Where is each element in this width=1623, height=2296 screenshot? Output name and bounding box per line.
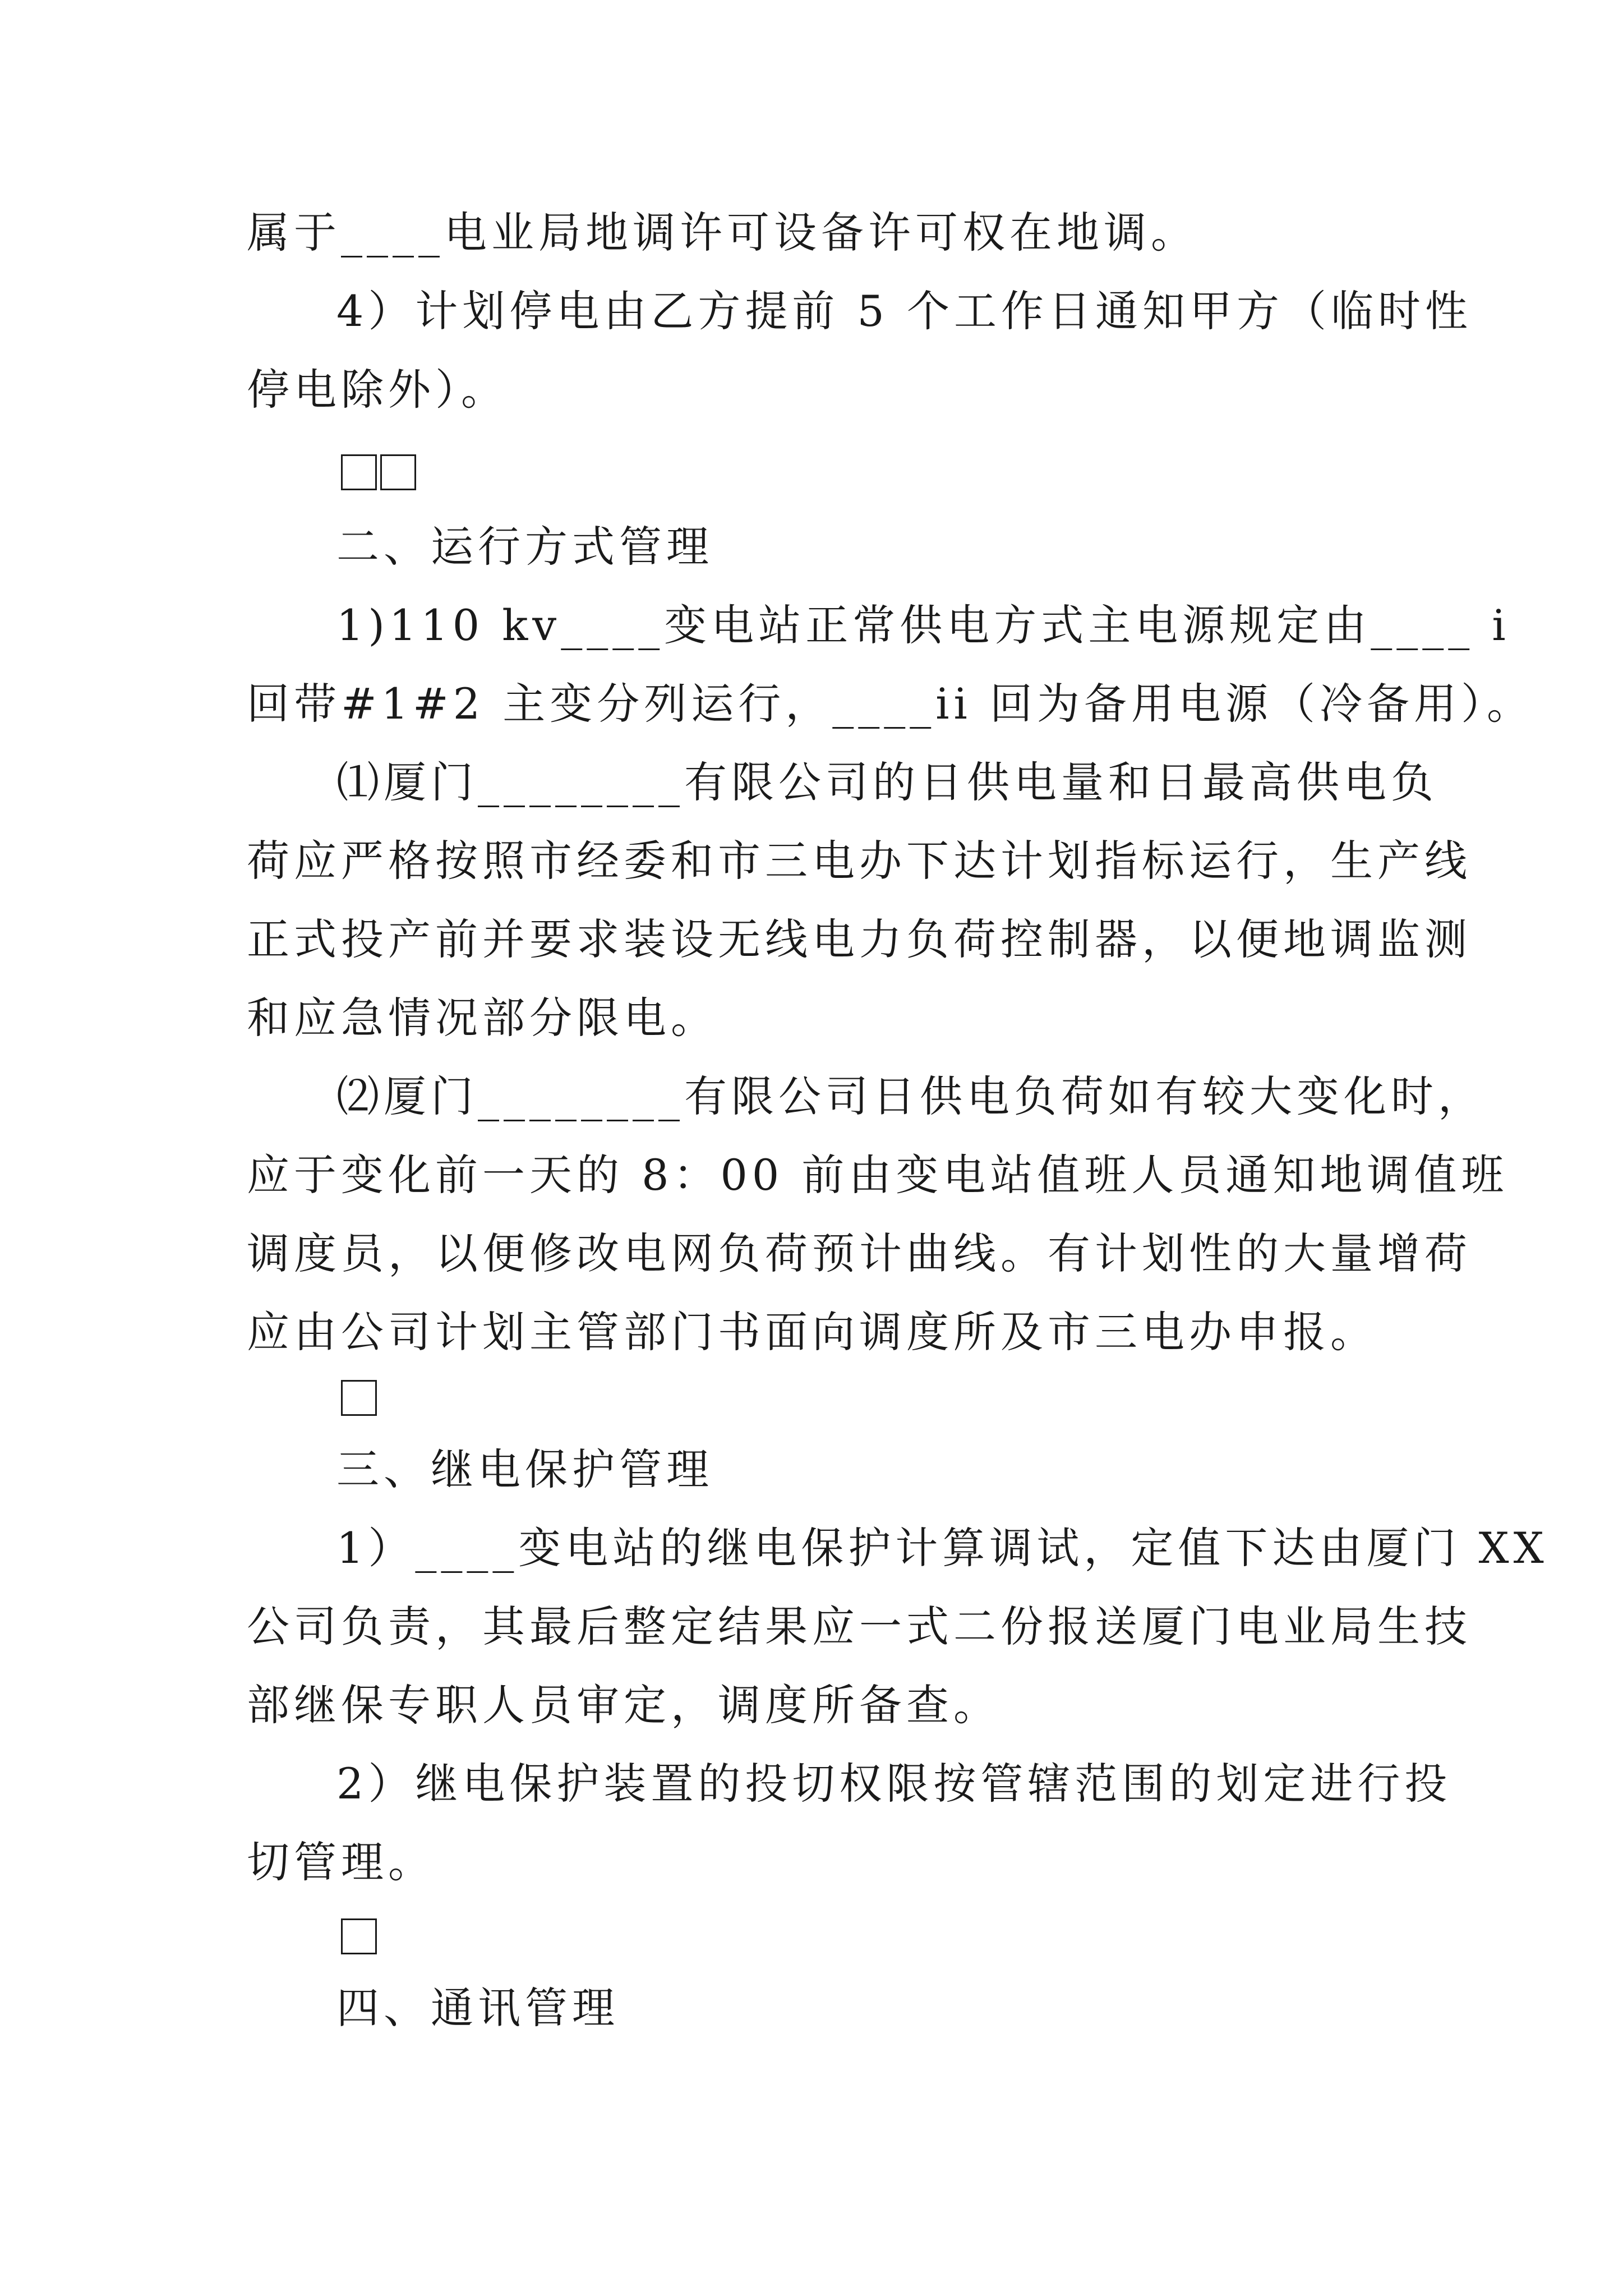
text-line: 1)110 kv____变电站正常供电方式主电源规定由____ i [336, 600, 1510, 650]
text-line: 荷应严格按照市经委和市三电办下达计划指标运行，生产线 [247, 836, 1472, 886]
text-line: 应由公司计划主管部门书面向调度所及市三电办申报。 [247, 1307, 1377, 1357]
checkbox-glyph [380, 454, 416, 490]
text-line: 2）继电保护装置的投切权限按管辖范围的划定进行投 [336, 1759, 1452, 1809]
text-line: 公司负责，其最后整定结果应一式二份报送厦门电业局生技 [247, 1602, 1472, 1651]
text-line: ⑴厦门________有限公司的日供电量和日最高供电负 [336, 757, 1438, 807]
text-line: 回带#1#2 主变分列运行，____ii 回为备用电源（冷备用）。 [247, 679, 1534, 729]
text-line: 应于变化前一天的 8：00 前由变电站值班人员通知地调值班 [247, 1150, 1509, 1200]
text-line: 部继保专职人员审定，调度所备查。 [247, 1680, 1000, 1730]
text-line: 属于____电业局地调许可设备许可权在地调。 [247, 208, 1198, 257]
checkbox-glyph [341, 454, 377, 490]
text-line: 4）计划停电由乙方提前 5 个工作日通知甲方（临时性 [336, 286, 1473, 336]
text-line: 1）____变电站的继电保护计算调试，定值下达由厦门 XX [336, 1523, 1548, 1573]
text-line: 正式投产前并要求装设无线电力负荷控制器，以便地调监测 [247, 914, 1472, 964]
text-line: 调度员，以便修改电网负荷预计曲线。有计划性的大量增荷 [247, 1228, 1472, 1278]
checkbox-glyph [341, 1918, 377, 1954]
text-line: 切管理。 [247, 1837, 435, 1887]
section-heading: 三、继电保护管理 [336, 1444, 713, 1494]
text-line: 和应急情况部分限电。 [247, 993, 718, 1043]
section-heading: 四、通讯管理 [336, 1983, 619, 2033]
text-line: 停电除外）。 [247, 365, 508, 415]
text-line: ⑵厦门________有限公司日供电负荷如有较大变化时， [336, 1071, 1485, 1121]
section-heading: 二、运行方式管理 [336, 522, 713, 572]
checkbox-glyph [341, 1380, 377, 1416]
